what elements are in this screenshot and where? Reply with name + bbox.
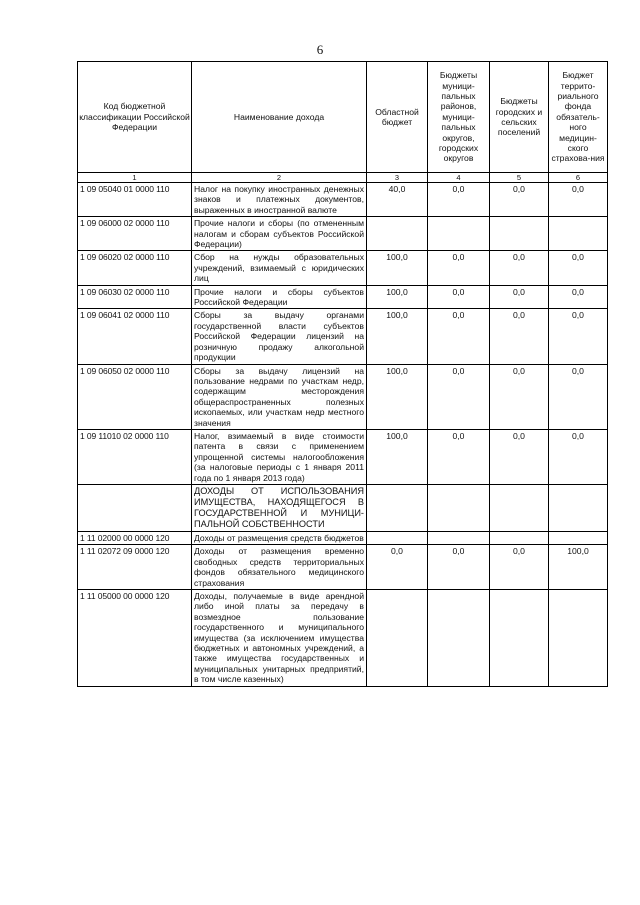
table-row	[78, 429, 608, 484]
insurance-fund-value	[549, 531, 608, 544]
column-number: 6	[549, 173, 608, 183]
regional-budget-value: 100,0	[367, 285, 428, 309]
municipal-budget-value: 0,0	[428, 309, 490, 364]
column-number: 4	[428, 173, 490, 183]
regional-budget-value: 100,0	[367, 251, 428, 285]
column-number-row	[78, 173, 608, 183]
table-row	[78, 590, 608, 687]
revenue-name: Сборы за выдачу лицензий на пользование недрами по участкам недр, содержащим месторождения общераспространенных полезных ископаемых, или участкам недр местного значения	[192, 364, 367, 429]
regional-budget-value: 100,0	[367, 309, 428, 364]
revenue-name: Доходы, получаемые в виде арендной либо иной платы за передачу в возмездное пользование государственного и муниципального имущества (за исключением имущества бюджетных и автономных учреждений, а также имущества государственных и муниципальных унитарных предприятий, в том числе казенных)	[192, 590, 367, 687]
revenue-name: Налог, взимаемый в виде стоимости патента в связи с применением упрощенной системы налогообложения (за налоговые периоды с 1 января 2011 года по 1 января 2013 года)	[192, 429, 367, 484]
budget-code: 1 09 06000 02 0000 110	[78, 217, 192, 251]
settlement-budget-value: 0,0	[490, 285, 549, 309]
budget-code: 1 09 06041 02 0000 110	[78, 309, 192, 364]
settlement-budget-value: 0,0	[490, 429, 549, 484]
header-insurance-fund-budget: Бюджет террито-риального фонда обязатель-ного медицин-ского страхова-ния	[549, 62, 608, 173]
regional-budget-value: 100,0	[367, 429, 428, 484]
revenue-name: Налог на покупку иностранных денежных знаков и платежных документов, выраженных в иностранной валюте	[192, 183, 367, 217]
revenue-name: Прочие налоги и сборы субъектов Российской Федерации	[192, 285, 367, 309]
municipal-budget-value: 0,0	[428, 364, 490, 429]
budget-code	[78, 484, 192, 531]
page-number: 6	[316, 42, 324, 57]
municipal-budget-value	[428, 590, 490, 687]
insurance-fund-value: 0,0	[549, 251, 608, 285]
revenue-distribution-table	[77, 61, 608, 687]
column-number: 3	[367, 173, 428, 183]
municipal-budget-value: 0,0	[428, 251, 490, 285]
insurance-fund-value	[549, 217, 608, 251]
settlement-budget-value: 0,0	[490, 183, 549, 217]
municipal-budget-value: 0,0	[428, 285, 490, 309]
settlement-budget-value: 0,0	[490, 364, 549, 429]
regional-budget-value	[367, 590, 428, 687]
column-number: 5	[490, 173, 549, 183]
table-row	[78, 217, 608, 251]
header-settlement-budgets: Бюджеты городских и сельских поселений	[490, 62, 549, 173]
budget-code: 1 09 06030 02 0000 110	[78, 285, 192, 309]
column-number: 2	[192, 173, 367, 183]
header-municipal-budgets: Бюджеты муници-пальных районов, муници-пальных округов, городских округов	[428, 62, 490, 173]
settlement-budget-value	[490, 590, 549, 687]
insurance-fund-value	[549, 484, 608, 531]
revenue-name: Сбор на нужды образовательных учреждений, взимаемый с юридических лиц	[192, 251, 367, 285]
insurance-fund-value: 0,0	[549, 183, 608, 217]
insurance-fund-value: 0,0	[549, 285, 608, 309]
table-section-row	[78, 484, 608, 531]
municipal-budget-value	[428, 217, 490, 251]
table-row	[78, 309, 608, 364]
budget-code: 1 11 05000 00 0000 120	[78, 590, 192, 687]
table-row	[78, 285, 608, 309]
insurance-fund-value	[549, 590, 608, 687]
settlement-budget-value: 0,0	[490, 545, 549, 590]
municipal-budget-value: 0,0	[428, 545, 490, 590]
insurance-fund-value: 0,0	[549, 364, 608, 429]
table-row	[78, 545, 608, 590]
settlement-budget-value	[490, 217, 549, 251]
revenue-name: Доходы от размещения временно свободных средств территориальных фондов обязательного медицинского страхования	[192, 545, 367, 590]
regional-budget-value	[367, 217, 428, 251]
header-code: Код бюджетной классификации Российской Федерации	[78, 62, 192, 173]
regional-budget-value: 40,0	[367, 183, 428, 217]
revenue-name: Сборы за выдачу органами государственной власти субъектов Российской Федерации лицензий на розничную продажу алкогольной продукции	[192, 309, 367, 364]
table-row	[78, 251, 608, 285]
budget-code: 1 09 05040 01 0000 110	[78, 183, 192, 217]
insurance-fund-value: 0,0	[549, 309, 608, 364]
municipal-budget-value: 0,0	[428, 183, 490, 217]
regional-budget-value: 100,0	[367, 364, 428, 429]
budget-code: 1 09 06020 02 0000 110	[78, 251, 192, 285]
column-number: 1	[78, 173, 192, 183]
insurance-fund-value: 100,0	[549, 545, 608, 590]
settlement-budget-value: 0,0	[490, 309, 549, 364]
regional-budget-value: 0,0	[367, 545, 428, 590]
regional-budget-value	[367, 484, 428, 531]
budget-code: 1 09 06050 02 0000 110	[78, 364, 192, 429]
table-header-row	[78, 62, 608, 173]
insurance-fund-value: 0,0	[549, 429, 608, 484]
table-row	[78, 364, 608, 429]
revenue-name: Доходы от размещения средств бюджетов	[192, 531, 367, 544]
settlement-budget-value: 0,0	[490, 251, 549, 285]
revenue-name: Прочие налоги и сборы (по отмененным налогам и сборам субъектов Российской Федерации)	[192, 217, 367, 251]
regional-budget-value	[367, 531, 428, 544]
section-heading: ДОХОДЫ ОТ ИСПОЛЬЗОВАНИЯ ИМУЩЕСТВА, НАХОДЯЩЕГОСЯ В ГОСУДАРСТВЕННОЙ И МУНИЦИ-ПАЛЬНОЙ СОБСТВЕННОСТИ	[192, 484, 367, 531]
settlement-budget-value	[490, 531, 549, 544]
table-row	[78, 531, 608, 544]
municipal-budget-value	[428, 531, 490, 544]
header-regional-budget: Областной бюджет	[367, 62, 428, 173]
municipal-budget-value	[428, 484, 490, 531]
settlement-budget-value	[490, 484, 549, 531]
municipal-budget-value: 0,0	[428, 429, 490, 484]
budget-code: 1 09 11010 02 0000 110	[78, 429, 192, 484]
budget-code: 1 11 02072 09 0000 120	[78, 545, 192, 590]
table-row	[78, 183, 608, 217]
header-revenue-name: Наименование дохода	[192, 62, 367, 173]
budget-code: 1 11 02000 00 0000 120	[78, 531, 192, 544]
